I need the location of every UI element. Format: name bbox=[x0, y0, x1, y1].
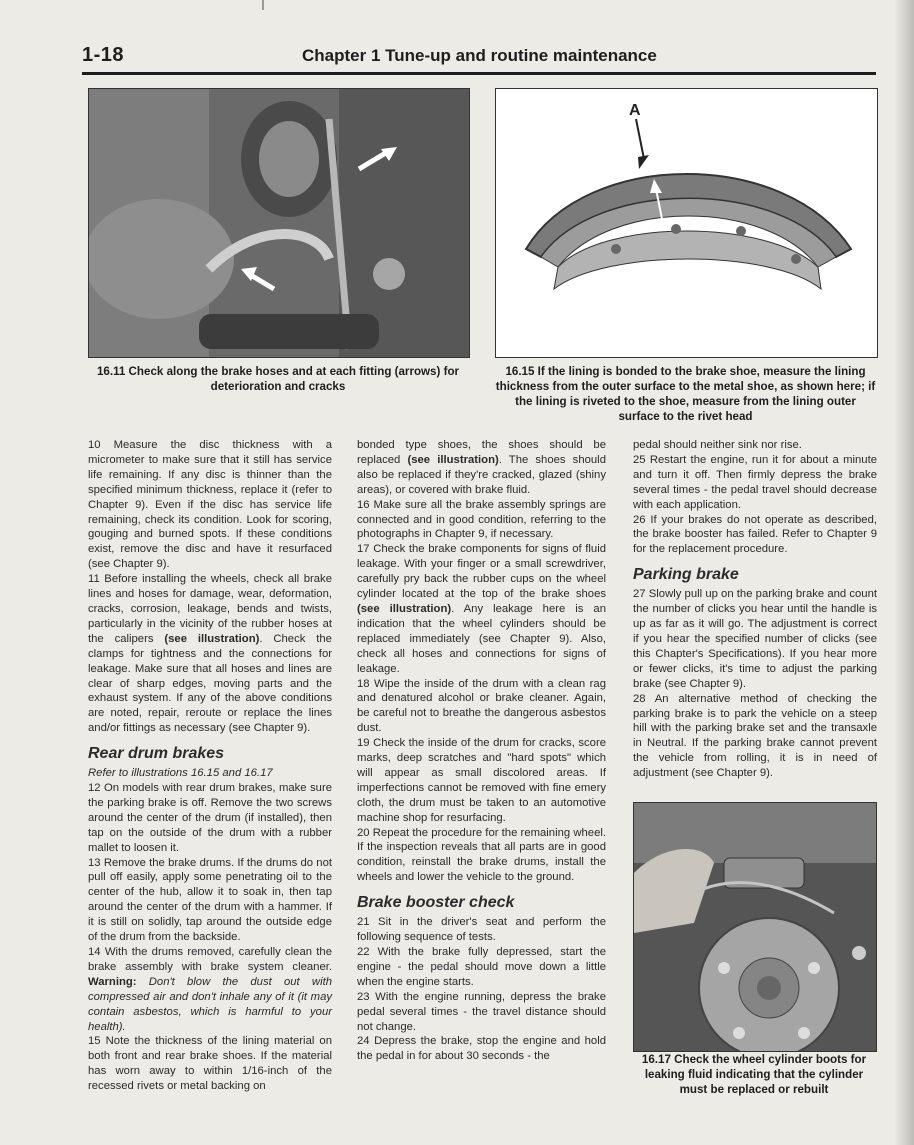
p14-warning-label: Warning: bbox=[88, 975, 137, 988]
p17-text-a: 17 Check the brake components for signs of fluid leakage. With your finger or a small screwdriver, carefully pry back the rubber cups on the wheel cylinder located at the top of the brake shoes bbox=[357, 543, 606, 601]
paragraph-24: 24 Depress the brake, stop the engine and hold the pedal in for about 30 seconds - the bbox=[357, 1035, 606, 1063]
heading-rear-drum-brakes: Rear drum brakes bbox=[88, 745, 225, 763]
running-title: Chapter 1 Tune-up and routine maintenance bbox=[302, 46, 657, 65]
paragraph-22: 22 With the brake fully depressed, start the engine - the pedal should move down a little when the engine starts. bbox=[357, 946, 606, 988]
heading-parking-brake: Parking brake bbox=[633, 566, 739, 584]
paragraph-15: 15 Note the thickness of the lining material on both front and rear brake shoes. If the material has worn away to within 1/16-inch of the recessed rivets or metal backing on bbox=[88, 1035, 332, 1093]
paragraph-24-continued: pedal should neither sink nor rise. bbox=[633, 439, 802, 451]
paragraph-14 bbox=[88, 945, 332, 1034]
p15-see-illustration: (see illustration) bbox=[407, 453, 499, 466]
paragraph-27: 27 Slowly pull up on the parking brake and count the number of clicks you hear until the handle is up as far as it will go. The adjustment is correct if you hear the specified number of clicks (see this Chapter's Specifications). If you hear more or fewer clicks, it's time to adjust the parking brake (see Chapter 9). bbox=[633, 588, 877, 690]
page-edge-shadow bbox=[894, 0, 914, 1145]
paragraph-25: 25 Restart the engine, run it for about a minute and turn it off. Then firmly depress the brake several times - the pedal travel should decrease with each application. bbox=[633, 453, 877, 511]
page-number: 1-18 bbox=[82, 44, 125, 66]
figure-16-11-caption: 16.11 Check along the brake hoses and at each fitting (arrows) for deterioration and cracks bbox=[96, 365, 460, 393]
p11-text-a: 11 Before installing the wheels, check all brake lines and hoses for damage, wear, deformation, cracks, corrosion, leakage, bends and twists, particularly in the vicinity of the rubber hoses at the calipers bbox=[88, 573, 332, 645]
p11-see-illustration: (see illustration) bbox=[164, 632, 260, 645]
figure-16-15-photo bbox=[495, 88, 878, 358]
wheel-cylinder-photo bbox=[634, 803, 876, 1051]
brake-shoe-photo bbox=[496, 89, 877, 357]
figure-16-11-photo bbox=[88, 88, 470, 358]
p14-warning-text: Don't blow the dust out with compressed air and don't inhale any of it (it may contain asbestos, which is harmful to your health). bbox=[88, 975, 332, 1033]
p15-text-a: bonded type shoes, the shoes should be replaced bbox=[357, 439, 606, 466]
p14-text-a: 14 With the drums removed, carefully clean the brake assembly with brake system cleaner. bbox=[88, 946, 332, 973]
p15-text-c: . The shoes should also be replaced if they're cracked, glazed (shiny areas), or covered with brake fluid. bbox=[357, 453, 606, 496]
text-column-2 bbox=[357, 438, 606, 1064]
illustration-reference: Refer to illustrations 16.15 and 16.17 bbox=[88, 767, 273, 780]
paragraph-23: 23 With the engine running, depress the brake pedal several times - the travel distance should not change. bbox=[357, 990, 606, 1033]
label-a: A bbox=[629, 102, 641, 119]
p17-text-c: . Any leakage here is an indication that the wheel cylinders should be replaced immediately (see Chapter 9). Also, check all hoses and connections for signs of leakage. bbox=[357, 602, 606, 675]
paragraph-21: 21 Sit in the driver's seat and perform the following sequence of tests. bbox=[357, 916, 606, 944]
paragraph-11 bbox=[88, 572, 332, 736]
print-mark bbox=[262, 0, 264, 10]
paragraph-26: 26 If your brakes do not operate as described, the brake booster has failed. Refer to Chapter 9 for the replacement procedure. bbox=[633, 513, 877, 556]
p17-see-illustration: (see illustration) bbox=[357, 602, 452, 615]
figure-16-15-caption: 16.15 If the lining is bonded to the brake shoe, measure the lining thickness from the outer surface to the metal shoe, as shown here; if the lining is riveted to the shoe, measure from the lining outer surface to the rivet head bbox=[495, 365, 876, 423]
figure-16-17-caption: 16.17 Check the wheel cylinder boots for leaking fluid indicating that the cylinder must be replaced or rebuilt bbox=[641, 1053, 867, 1096]
paragraph-10: 10 Measure the disc thickness with a micrometer to make sure that it still has service life remaining. If any disc is thinner than the specified minimum thickness, replace it (refer to Chapter 9). Even if the disc has service life remaining, check its condition. Look for scoring, gouging and burned spots. If these conditions exist, remove the disc and have it resurfaced (see Chapter 9). bbox=[88, 439, 332, 571]
paragraph-18: 18 Wipe the inside of the drum with a clean rag and denatured alcohol or brake cleaner. Again, be careful not to breathe the dangerous asbestos dust. bbox=[357, 677, 606, 735]
p11-text-c: . Check the clamps for tightness and the connections for leakage. Make sure that all hoses and lines are clear of sharp edges, moving parts and the exhaust system. If any of the above conditions are noted, repair, reroute or replace the lines and/or fittings as necessary (see Chapter 9). bbox=[88, 632, 332, 735]
paragraph-20: 20 Repeat the procedure for the remaining wheel. If the inspection reveals that all parts are in good condition, reinstall the brake drums, install the wheels and lower the vehicle to the ground. bbox=[357, 826, 606, 884]
paragraph-28: 28 An alternative method of checking the parking brake is to park the vehicle on a steep hill with the parking brake set and the transaxle in Neutral. If the parking brake cannot prevent the vehicle from rolling, it is in need of adjustment (see Chapter 9). bbox=[633, 692, 877, 780]
header-rule bbox=[82, 72, 876, 75]
text-column-3 bbox=[633, 438, 877, 781]
heading-brake-booster-check: Brake booster check bbox=[357, 894, 515, 912]
paragraph-19: 19 Check the inside of the drum for cracks, score marks, deep scratches and "hard spots" which will appear as small discolored areas. If imperfections cannot be removed with fine emery cloth, the drum must be taken to an automotive machine shop for resurfacing. bbox=[357, 737, 606, 824]
brake-hose-photo bbox=[89, 89, 469, 357]
text-column-1 bbox=[88, 438, 332, 1094]
paragraph-13: 13 Remove the brake drums. If the drums do not pull off easily, apply some penetrating oil to the center of the hub, allow it to soak in, then tap around the center of the drum with a hammer. If it is still on solidly, tap around the outside edge of the drum from the backside. bbox=[88, 856, 332, 944]
paragraph-15-continued bbox=[357, 438, 606, 498]
paragraph-12: 12 On models with rear drum brakes, make sure the parking brake is off. Remove the two screws around the center of the drum (if installed), then tap on the outside of the drum with a rubber mallet to loosen it. bbox=[88, 782, 332, 854]
paragraph-17 bbox=[357, 542, 606, 676]
figure-16-17-photo bbox=[633, 802, 877, 1052]
paragraph-16: 16 Make sure all the brake assembly springs are connected and in good condition, referring to the photographs in Chapter 9, if necessary. bbox=[357, 498, 606, 541]
